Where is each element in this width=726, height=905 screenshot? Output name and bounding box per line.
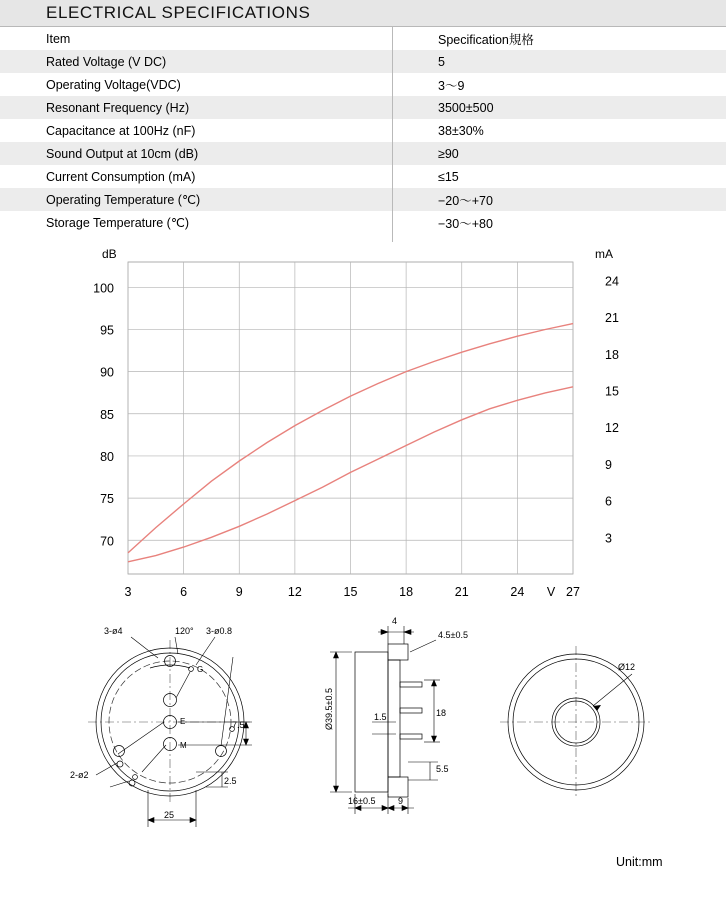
- svg-text:95: 95: [100, 323, 114, 338]
- table-row: [0, 188, 726, 211]
- svg-text:5.5: 5.5: [436, 764, 449, 774]
- svg-text:Ø39.5±0.5: Ø39.5±0.5: [324, 688, 334, 730]
- spec-item-label: Operating Temperature (℃): [0, 188, 394, 211]
- svg-text:2-ø2: 2-ø2: [70, 770, 89, 780]
- svg-text:18: 18: [605, 347, 619, 362]
- table-column-divider: [392, 26, 393, 242]
- front-view-drawing: [88, 637, 252, 827]
- svg-text:24: 24: [510, 585, 525, 599]
- spec-item-value: ≤15: [394, 165, 726, 188]
- svg-text:24: 24: [605, 274, 619, 289]
- svg-text:E: E: [180, 717, 186, 726]
- table-row: [0, 73, 726, 96]
- svg-text:Ø12: Ø12: [618, 662, 636, 672]
- svg-text:18: 18: [399, 585, 414, 599]
- spec-item-label: Current Consumption (mA): [0, 165, 394, 188]
- table-header-row: [0, 27, 726, 50]
- electrical-specifications-section: [0, 0, 726, 234]
- spec-item-value: ≥90: [394, 142, 726, 165]
- svg-text:4.5±0.5: 4.5±0.5: [438, 630, 468, 640]
- specifications-table: [0, 27, 726, 234]
- svg-text:12: 12: [605, 421, 619, 436]
- svg-text:27: 27: [566, 585, 580, 599]
- svg-text:9: 9: [235, 585, 243, 599]
- table-row: [0, 211, 726, 234]
- svg-text:4: 4: [392, 616, 398, 626]
- svg-text:3: 3: [605, 531, 612, 546]
- table-row: [0, 96, 726, 119]
- svg-text:7.5: 7.5: [232, 720, 245, 730]
- svg-text:15: 15: [343, 585, 358, 599]
- spec-item-label: Operating Voltage(VDC): [0, 73, 394, 96]
- svg-text:18: 18: [436, 708, 447, 718]
- chart-gridlines: [128, 262, 573, 574]
- spec-item-value: 3500±500: [394, 96, 726, 119]
- spec-item-value: 38±30%: [394, 119, 726, 142]
- unit-label: Unit:mm: [616, 855, 663, 869]
- svg-text:1.5: 1.5: [374, 712, 387, 722]
- table-row: [0, 165, 726, 188]
- table-row: [0, 119, 726, 142]
- spec-item-label: Rated Voltage (V DC): [0, 50, 394, 73]
- performance-chart: [0, 244, 726, 614]
- spec-item-label: Resonant Frequency (Hz): [0, 96, 394, 119]
- spec-item-value: 5: [394, 50, 726, 73]
- column-header-specification: Specification規格: [394, 27, 726, 50]
- rear-view-labels: [618, 662, 635, 672]
- svg-text:3-ø4: 3-ø4: [104, 626, 123, 636]
- spec-item-value: −20～+70: [394, 188, 726, 211]
- spec-item-value: −30～+80: [394, 211, 726, 234]
- svg-text:85: 85: [100, 407, 114, 422]
- svg-text:6: 6: [180, 585, 188, 599]
- svg-text:16±0.5: 16±0.5: [348, 796, 376, 806]
- svg-text:3-ø0.8: 3-ø0.8: [206, 626, 233, 636]
- svg-text:21: 21: [454, 585, 469, 599]
- spec-item-label: Sound Output at 10cm (dB): [0, 142, 394, 165]
- chart-svg: [0, 244, 726, 614]
- chart-axis-labels: [93, 247, 619, 599]
- svg-text:12: 12: [287, 585, 302, 599]
- svg-text:M: M: [180, 741, 187, 750]
- svg-text:G: G: [197, 665, 204, 674]
- svg-text:120°: 120°: [175, 626, 194, 636]
- spec-item-label: Storage Temperature (℃): [0, 211, 394, 234]
- svg-text:2.5: 2.5: [224, 776, 237, 786]
- svg-text:15: 15: [605, 384, 619, 399]
- spec-item-label: Capacitance at 100Hz (nF): [0, 119, 394, 142]
- svg-text:mA: mA: [595, 247, 613, 261]
- svg-text:80: 80: [100, 449, 114, 464]
- svg-text:100: 100: [93, 281, 114, 296]
- svg-text:6: 6: [605, 494, 612, 509]
- spec-item-value: 3～9: [394, 73, 726, 96]
- table-row: [0, 142, 726, 165]
- svg-text:V: V: [546, 585, 556, 599]
- svg-text:75: 75: [100, 492, 114, 507]
- column-header-item: Item: [0, 27, 394, 50]
- svg-text:90: 90: [100, 365, 114, 380]
- svg-text:dB: dB: [102, 247, 117, 261]
- svg-text:70: 70: [100, 534, 114, 549]
- svg-text:9: 9: [398, 796, 404, 806]
- svg-text:21: 21: [605, 311, 619, 326]
- table-row: [0, 50, 726, 73]
- side-view-labels: [324, 616, 468, 806]
- svg-text:9: 9: [605, 457, 612, 472]
- svg-text:3: 3: [124, 585, 132, 599]
- page-title: ELECTRICAL SPECIFICATIONS: [0, 0, 726, 27]
- svg-text:25: 25: [164, 810, 175, 820]
